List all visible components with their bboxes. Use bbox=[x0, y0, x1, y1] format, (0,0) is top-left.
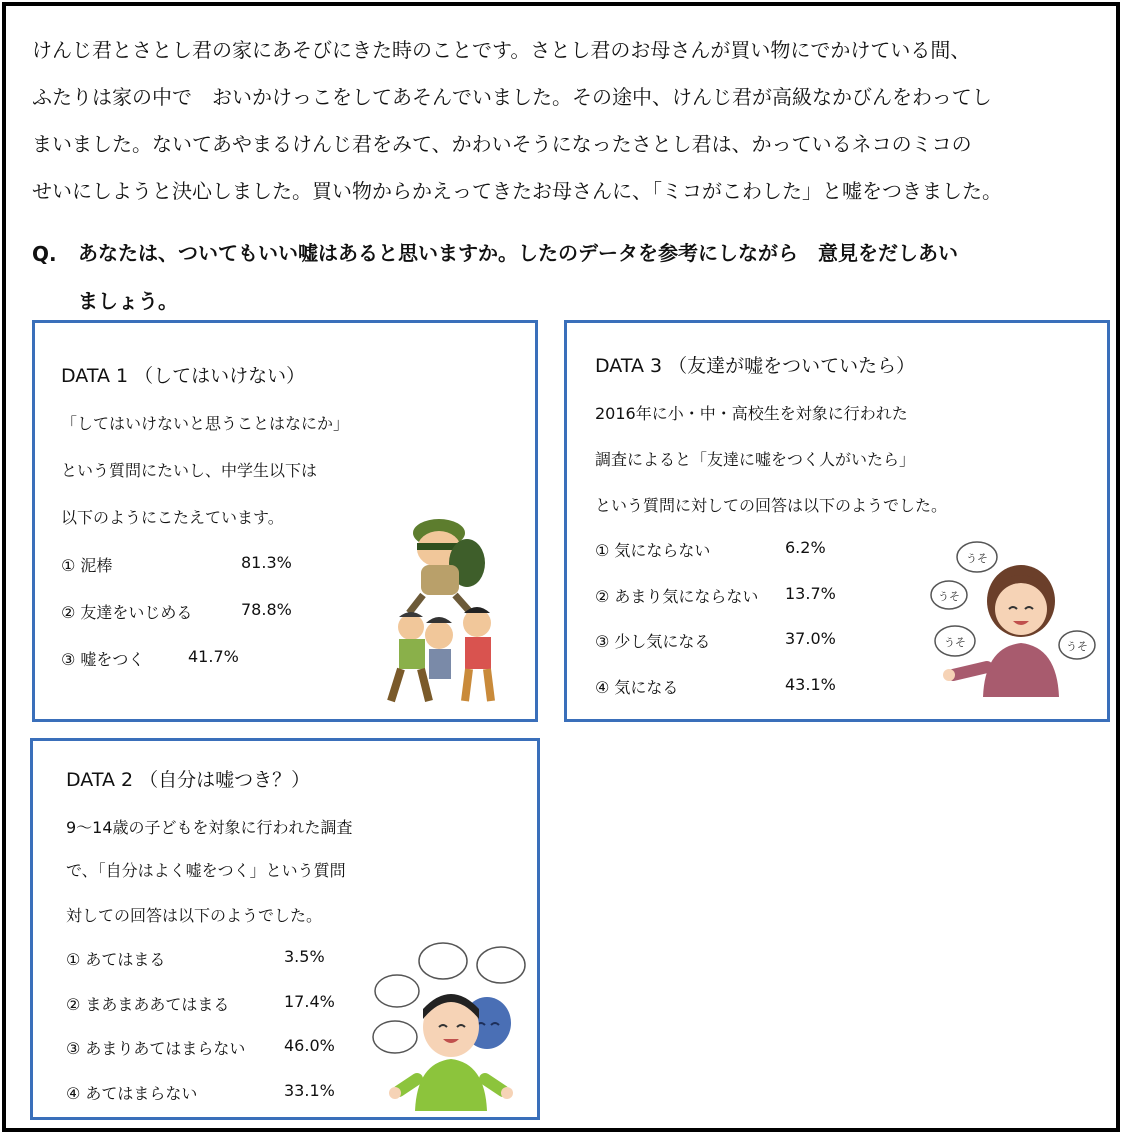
lie-bubble-text: うそ bbox=[1066, 640, 1088, 653]
row-value: 3.5% bbox=[284, 947, 325, 966]
data2-text-line: 対しての回答は以下のようでした。 bbox=[66, 906, 323, 925]
row-label: ① あてはまる bbox=[66, 950, 166, 969]
thief-and-bullies-illustration bbox=[379, 515, 529, 707]
row-label: ④ あてはまらない bbox=[66, 1084, 198, 1103]
lie-bubble-text: うそ bbox=[944, 636, 966, 649]
row-label: ① 泥棒 bbox=[61, 556, 113, 575]
boy-two-faced-illustration bbox=[369, 939, 533, 1111]
data3-title: DATA 3 （友達が嘘をついていたら） bbox=[595, 355, 916, 377]
data2-title: DATA 2 （自分は嘘つき？） bbox=[66, 769, 311, 791]
story-line bbox=[32, 157, 1096, 204]
data2-box bbox=[30, 738, 540, 1120]
story-line bbox=[32, 16, 1096, 63]
row-value: 6.2% bbox=[785, 538, 826, 557]
data3-text-line: という質問に対しての回答は以下のようでした。 bbox=[595, 496, 948, 515]
row-value: 33.1% bbox=[284, 1081, 335, 1100]
row-label: ② あまり気にならない bbox=[595, 587, 759, 606]
lie-bubble-text: うそ bbox=[938, 590, 960, 603]
question-text: あなたは、ついてもいい嘘はあると思いますか。したのデータを参考にしながら 意見をだしあい bbox=[78, 241, 958, 265]
data1-text-line: という質問にたいし、中学生以下は bbox=[61, 461, 318, 480]
data2-row bbox=[66, 1081, 335, 1104]
question-line-2 bbox=[32, 266, 1096, 314]
row-value: 46.0% bbox=[284, 1036, 335, 1055]
row-value: 17.4% bbox=[284, 992, 335, 1011]
row-label: ③ あまりあてはまらない bbox=[66, 1039, 246, 1058]
row-value: 13.7% bbox=[785, 584, 836, 603]
data1-row bbox=[61, 600, 292, 623]
story-line-text: けんじ君とさとし君の家にあそびにきた時のことです。さとし君のお母さんが買い物にでかけている間、 bbox=[32, 38, 971, 62]
data3-row bbox=[595, 584, 836, 607]
story-line bbox=[32, 110, 1096, 157]
data2-text-line: 9～14歳の子どもを対象に行われた調査 bbox=[66, 818, 353, 837]
data1-row bbox=[61, 647, 239, 670]
row-value: 78.8% bbox=[241, 600, 292, 619]
story-line-text: せいにしようと決心しました。買い物からかえってきたお母さんに、「ミコがこわした」と嘘をつきました。 bbox=[32, 179, 1002, 203]
row-label: ④ 気になる bbox=[595, 678, 679, 697]
data3-row bbox=[595, 538, 826, 561]
data1-text-line: 「してはいけないと思うことはなにか」 bbox=[61, 414, 350, 433]
data1-title: DATA 1 （してはいけない） bbox=[61, 365, 306, 387]
data2-row bbox=[66, 1036, 335, 1059]
story-line-text: まいました。ないてあやまるけんじ君をみて、かわいそうになったさとし君は、かっているネコのミコの bbox=[32, 132, 972, 156]
row-value: 81.3% bbox=[241, 553, 292, 572]
data2-text-line: で、「自分はよく嘘をつく」という質問 bbox=[66, 861, 346, 880]
data1-box bbox=[32, 320, 538, 722]
data3-text-line: 調査によると「友達に嘘をつく人がいたら」 bbox=[595, 450, 916, 469]
data1-text-line: 以下のようにこたえています。 bbox=[61, 508, 284, 527]
question-text-cont: ましょう。 bbox=[78, 289, 178, 313]
row-label: ① 気にならない bbox=[595, 541, 711, 560]
row-label: ③ 嘘をつく bbox=[61, 650, 145, 669]
row-label: ② まあまああてはまる bbox=[66, 995, 230, 1014]
question-mark-label: Q. bbox=[32, 242, 57, 266]
question-block bbox=[32, 218, 1096, 314]
row-value: 37.0% bbox=[785, 629, 836, 648]
question-line-1 bbox=[32, 218, 1096, 266]
data3-text-line: 2016年に小・中・高校生を対象に行われた bbox=[595, 404, 908, 423]
story-line bbox=[32, 63, 1096, 110]
data1-row bbox=[61, 553, 292, 576]
data2-row bbox=[66, 992, 335, 1015]
row-label: ③ 少し気になる bbox=[595, 632, 711, 651]
story-line-text: ふたりは家の中で おいかけっこをしてあそんでいました。その途中、けんじ君が高級なかびんをわってし bbox=[32, 85, 992, 109]
data3-row bbox=[595, 675, 836, 698]
row-value: 41.7% bbox=[188, 647, 239, 666]
data3-row bbox=[595, 629, 836, 652]
story-text bbox=[32, 16, 1096, 204]
row-label: ② 友達をいじめる bbox=[61, 603, 193, 622]
row-value: 43.1% bbox=[785, 675, 836, 694]
girl-lying-illustration bbox=[927, 535, 1097, 697]
data3-box bbox=[564, 320, 1110, 722]
lie-bubble-text: うそ bbox=[966, 552, 988, 565]
data2-row bbox=[66, 947, 325, 970]
